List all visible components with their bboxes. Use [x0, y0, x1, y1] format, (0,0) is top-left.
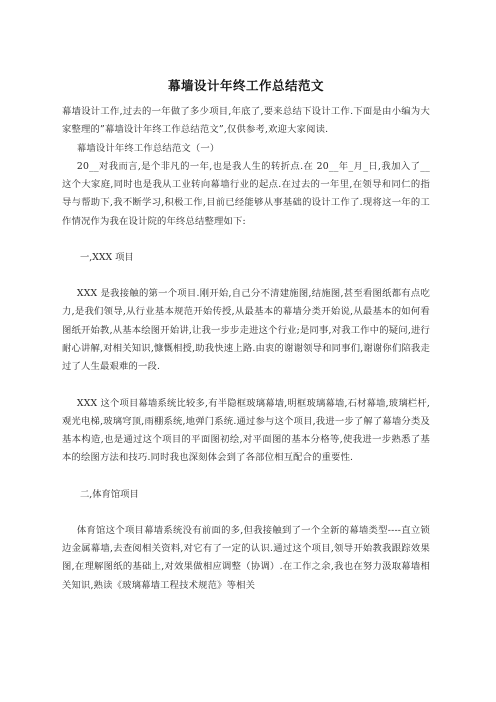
paragraph-3: XXX 这个项目幕墙系统比较多,有半隐框玻璃幕墙,明框玻璃幕墙,石材幕墙,玻璃栏杆,观光电梯,玻璃穹顶,雨棚系统,地弹门系统.通过参与这个项目,我进一步了解了幕墙分类及基本构造,也是通过这个项目的平面图初绘,对平面图的基本分格等,使我进一步熟悉了基本的绘图方法和技巧.同时我也深刻体会到了各部位相互配合的重要性. — [62, 397, 430, 464]
paragraph-4: 体育馆这个项目幕墙系统没有前面的多,但我接触到了一个全新的幕墙类型----直立锁边金属幕墙,去查阅相关资料,对它有了一定的认识.通过这个项目,领导开始教我跟踪效果图,在理解图纸的基础上,对效果做相应调整（协调）.在工作之余,我也在努力汲取幕墙相关知识,熟读《玻璃幕墙工程技术规范》等相关 — [62, 524, 430, 591]
section-heading-1: 一,XXX 项目 — [80, 252, 134, 264]
section-heading-2: 二,体育馆项目 — [80, 488, 139, 500]
document-title: 幕墙设计年终工作总结范文 — [167, 78, 324, 93]
paragraph-2: XXX 是我接触的第一个项目.刚开始,自己分不清建施图,结施图,甚至看图纸都有点吃力,是我们领导,从行业基本规范开始传授,从最基本的幕墙分类开始说,从最基本的如何看图纸开始教,从基本绘图开始讲,让我一步步走进这个行业;是同事,对我工作中的疑问,进行耐心讲解,对相关知识,慷慨相授,助我快速上路.由衷的谢谢领导和同事们,谢谢你们陪我走过了人生最艰难的一段. — [62, 288, 430, 373]
spacer — [62, 468, 430, 486]
spacer — [62, 231, 430, 249]
spacer — [62, 377, 430, 395]
intro-paragraph: 幕墙设计工作,过去的一年做了多少项目,年底了,要来总结下设计工作.下面是由小编为大家整理的”幕墙设计年终工作总结范文”,仅供参考,欢迎大家阅读. — [62, 106, 430, 136]
paragraph-1: 20__对我而言,是个非凡的一年,也是我人生的转折点.在 20__年_月_日,我加入了__这个大家庭,同时也是我从工业转向幕墙行业的起点.在过去的一年里,在领导和同仁的指导与帮助下,我不断学习,积极工作,目前已经能够从事基础的设计工作了.现将这一年的工作情况作为我在设计院的年终总结整理如下: — [62, 160, 430, 227]
spacer — [62, 504, 430, 522]
subtitle: 幕墙设计年终工作总结范文（一） — [76, 142, 220, 154]
spacer — [62, 267, 430, 285]
